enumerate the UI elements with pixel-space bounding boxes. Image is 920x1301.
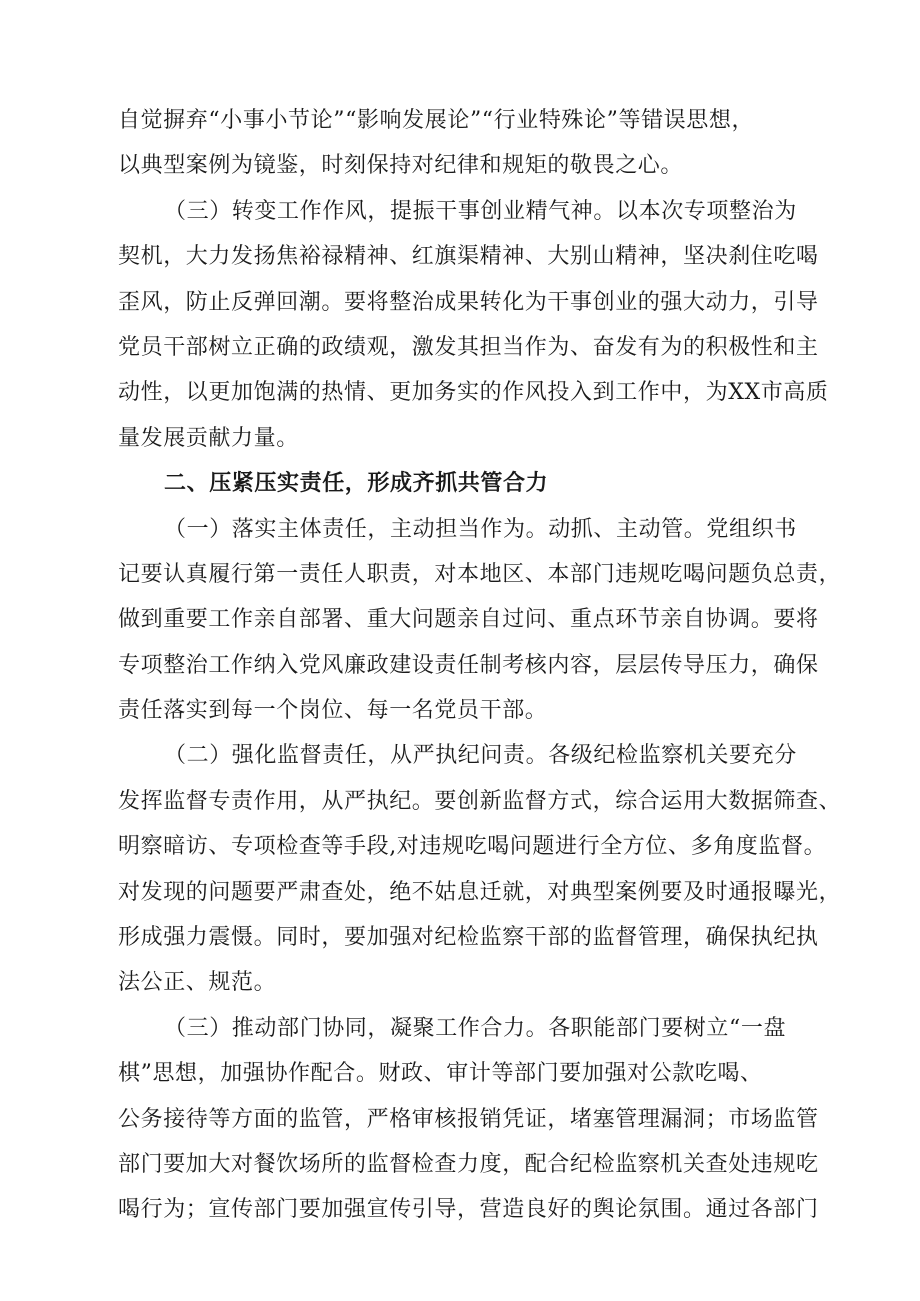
text-line: 部门要加大对餐饮场所的监督检查力度，配合纪检监察机关查处违规吃 [118, 1151, 819, 1177]
text-line: 公务接待等方面的监管，严格审核报销凭证，堵塞管理漏洞；市场监管 [118, 1106, 819, 1132]
text-line: 动性，以更加饱满的热情、更加务实的作风投入到工作中，为XX市高质 [118, 380, 829, 406]
text-line: 棋”思想，加强协作配合。财政、审计等部门要加强对公款吃喝、 [118, 1061, 763, 1087]
text-line: 契机，大力发扬焦裕禄精神、红旗渠精神、大别山精神，坚决刹住吃喝 [118, 244, 819, 270]
paragraph-start-line: （一）落实主体责任，主动担当作为。动抓、主动管。党组织书 [164, 516, 797, 542]
text-line: 明察暗访、专项检查等手段,对违规吃喝问题进行全方位、多角度监督。 [118, 834, 827, 860]
text-line: 歪风，防止反弹回潮。要将整治成果转化为干事创业的强大动力，引导 [118, 289, 819, 315]
section-heading: 二、压紧压实责任，形成齐抓共管合力 [164, 471, 549, 497]
text-line: 自觉摒弃“小事小节论”“影响发展论”“行业特殊论”等错误思想， [118, 108, 755, 133]
paragraph-start-line: （二）强化监督责任，从严执纪问责。各级纪检监察机关要充分 [164, 743, 797, 769]
text-line: 喝行为；宣传部门要加强宣传引导，营造良好的舆论氛围。通过各部门 [118, 1197, 819, 1223]
text-line: 形成强力震慑。同时，要加强对纪检监察干部的监督管理，确保执纪执 [118, 925, 819, 951]
text-line: 以典型案例为镜鉴，时刻保持对纪律和规矩的敬畏之心。 [118, 153, 684, 179]
text-line: 党员干部树立正确的政绩观，激发其担当作为、奋发有为的积极性和主 [118, 334, 819, 360]
text-line: 对发现的问题要严肃查处，绝不姑息迁就，对典型案例要及时通报曝光， [118, 879, 842, 905]
text-line: 专项整治工作纳入党风廉政建设责任制考核内容，层层传导压力，确保 [118, 652, 819, 678]
text-line: 责任落实到每一个岗位、每一名党员干部。 [118, 698, 548, 724]
text-line: 发挥监督专责作用，从严执纪。要创新监督方式，综合运用大数据筛查、 [118, 788, 842, 814]
text-line: 量发展贡献力量。 [118, 425, 299, 451]
text-line: 法公正、规范。 [118, 970, 277, 996]
text-line: 记要认真履行第一责任人职责，对本地区、本部门违规吃喝问题负总责， [118, 561, 842, 587]
text-line: 做到重要工作亲自部署、重大问题亲自过问、重点环节亲自协调。要将 [118, 607, 819, 633]
paragraph-start-line: （三）推动部门协同，凝聚工作合力。各职能部门要树立“一盘 [164, 1015, 787, 1041]
paragraph-start-line: （三）转变工作作风，提振干事创业精气神。以本次专项整治为 [164, 198, 797, 224]
document-page [118, 98, 850, 1233]
